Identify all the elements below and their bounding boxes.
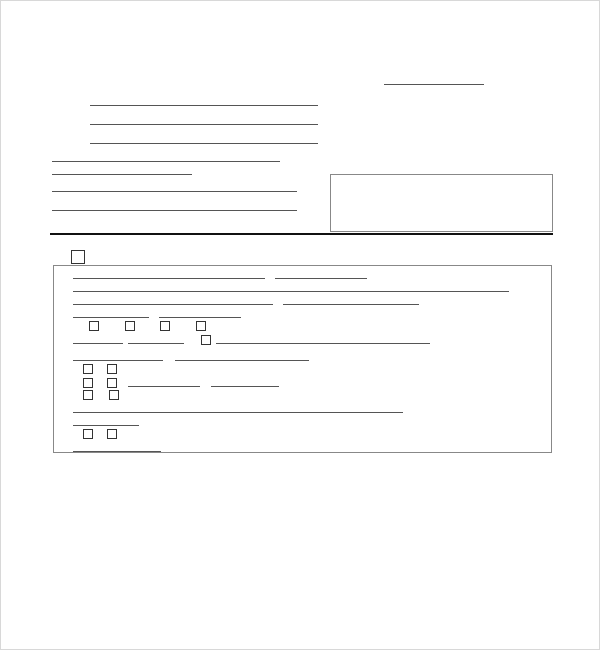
payroll-yes[interactable] <box>83 430 96 440</box>
pay-other-option[interactable] <box>201 336 214 346</box>
s1-q6 <box>54 364 126 375</box>
s1-q4b <box>73 334 430 346</box>
pay-week-option[interactable] <box>125 322 138 332</box>
pay-day-option[interactable] <box>89 322 102 332</box>
employee-name-field[interactable] <box>73 269 265 279</box>
ssn-field[interactable] <box>275 269 367 279</box>
balance-field[interactable] <box>73 442 161 452</box>
office-address-box[interactable] <box>330 174 553 232</box>
address-line-3[interactable] <box>90 143 318 144</box>
address-line-1[interactable] <box>90 105 318 106</box>
s1-q7 <box>54 377 279 389</box>
s1-q4a <box>54 321 209 332</box>
tips-no[interactable] <box>107 365 120 375</box>
applicant-name-field[interactable] <box>52 152 280 162</box>
season-begins-field[interactable] <box>128 377 200 387</box>
case-number-field[interactable] <box>52 210 297 211</box>
return-by-line <box>52 165 192 177</box>
season-ends-field[interactable] <box>211 377 279 387</box>
pay-period-field[interactable] <box>128 334 184 344</box>
s1-address <box>73 282 509 294</box>
tips-yes[interactable] <box>83 365 96 375</box>
pay-other-explain-field[interactable] <box>216 334 430 344</box>
seasonal-no[interactable] <box>107 379 120 389</box>
work-type-field[interactable] <box>283 295 419 305</box>
date-field[interactable] <box>384 75 484 87</box>
s1-q2 <box>54 295 419 307</box>
insurance-no[interactable] <box>109 391 122 401</box>
hours-per-week-field[interactable] <box>73 308 149 318</box>
payroll-no[interactable] <box>107 430 120 440</box>
return-by-date-field[interactable] <box>52 165 192 175</box>
s1-q9 <box>54 416 139 428</box>
seasonal-yes[interactable] <box>83 379 96 389</box>
divider <box>50 233 553 235</box>
s1-q3 <box>54 308 241 320</box>
s1-q10 <box>54 429 120 440</box>
pay-monthly-option[interactable] <box>196 322 209 332</box>
insurance-company-field[interactable] <box>73 403 403 413</box>
employee-address-field[interactable] <box>73 282 509 292</box>
s1-q5 <box>54 351 309 363</box>
days-per-week-field[interactable] <box>159 308 241 318</box>
s1-q8-sub <box>73 403 403 415</box>
address-line-2[interactable] <box>90 124 318 125</box>
job-title-field[interactable] <box>73 295 273 305</box>
s1-q1 <box>54 269 367 281</box>
pay-biweekly-option[interactable] <box>160 322 173 332</box>
eligibility-line <box>52 152 280 164</box>
previously-employed-field[interactable] <box>175 351 309 361</box>
rate-of-pay-field[interactable] <box>73 334 123 344</box>
section1-checkbox[interactable] <box>71 250 85 264</box>
insurance-yes[interactable] <box>83 391 96 401</box>
s1-q8 <box>54 390 122 401</box>
employment-began-field[interactable] <box>73 351 163 361</box>
s1-q10-sub <box>73 442 161 454</box>
dependents-field[interactable] <box>73 416 139 426</box>
case-name-field[interactable] <box>52 191 297 192</box>
